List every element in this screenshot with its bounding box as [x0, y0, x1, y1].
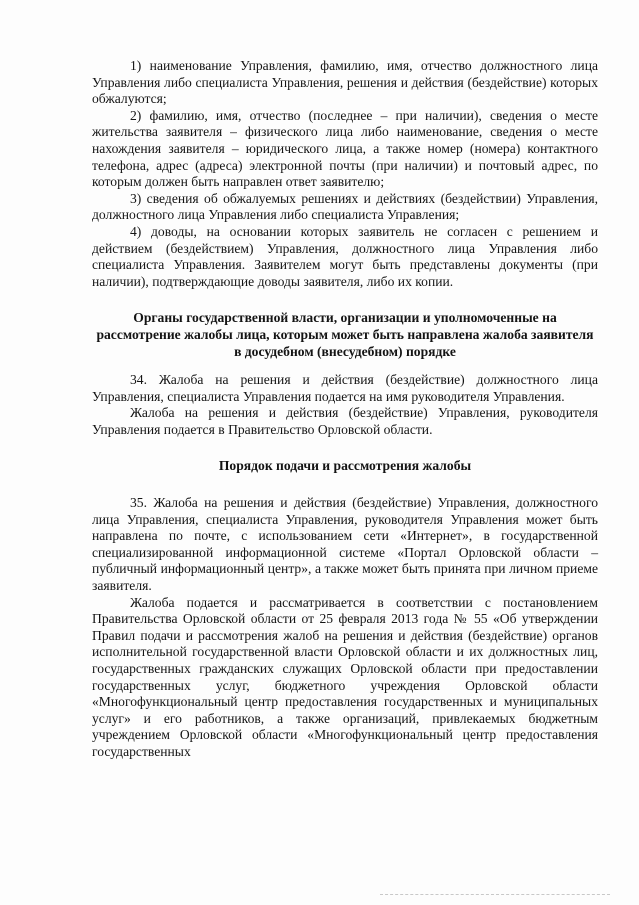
- section-heading-organs: Органы государственной власти, организации и уполномоченные на рассмотрение жалобы лица, которым может быть направлена жалоба заявителя в досудебном (внесудебном) порядке: [96, 310, 594, 359]
- list-item-4: 4) доводы, на основании которых заявитель не согласен с решением и действием (бездействием) Управления, должностного лица Управления либо специалиста Управления. Заявителем могут быть представлены документы (при наличии), подтверждающие доводы заявителя, либо их копии.: [92, 223, 598, 289]
- paragraph-34: 34. Жалоба на решения и действия (бездействие) должностного лица Управления, специалиста Управления подается на имя руководителя Управления.: [92, 372, 598, 404]
- paragraph-34-continued: Жалоба на решения и действия (бездействие) Управления, руководителя Управления подается в Правительство Орловской области.: [92, 405, 598, 437]
- paragraph-35: 35. Жалоба на решения и действия (бездействие) Управления, должностного лица Управления, специалиста Управления, руководителя Управления может быть направлена по почте, с использованием сети «Интернет», в государственной специализированной информационной системе «Портал Орловской области – публичный информационный центр», а также может быть принята при личном приеме заявителя.: [92, 495, 598, 594]
- spacer: [92, 475, 598, 495]
- scan-artifact: [380, 894, 610, 899]
- section-heading-order: Порядок подачи и рассмотрения жалобы: [218, 458, 472, 474]
- list-item-3: 3) сведения об обжалуемых решениях и действиях (бездействии) Управления, должностного лица Управления либо специалиста Управления;: [92, 190, 598, 223]
- spacer: [92, 438, 598, 458]
- document-body: [92, 58, 598, 761]
- spacer: [92, 290, 598, 310]
- list-item-2: 2) фамилию, имя, отчество (последнее – при наличии), сведения о месте жительства заявителя – физического лица либо наименование, сведения о месте нахождения заявителя – юридического лица, а также номер (номера) контактного телефона, адрес (адреса) электронной почты (при наличии) и почтовый адрес, по которым должен быть направлен ответ заявителю;: [92, 107, 598, 190]
- paragraph-35-continued: Жалоба подается и рассматривается в соответствии с постановлением Правительства Орловской области от 25 февраля 2013 года № 55 «Об утверждении Правил подачи и рассмотрения жалоб на решения и действия (бездействие) органов исполнительной государственной власти Орловской области и их должностных лиц, государственных гражданских служащих Орловской области при предоставлении государственных услуг, бюджетного учреждения Орловской области «Многофункциональный центр предоставления государственных и муниципальных услуг» и его работников, а также организаций, привлекаемых бюджетным учреждением Орловской области «Многофункциональный центр предоставления государственных: [92, 594, 598, 759]
- spacer: [92, 360, 598, 372]
- list-item-1: 1) наименование Управления, фамилию, имя, отчество должностного лица Управления либо специалиста Управления, решения и действия (бездействие) которых обжалуются;: [92, 58, 598, 107]
